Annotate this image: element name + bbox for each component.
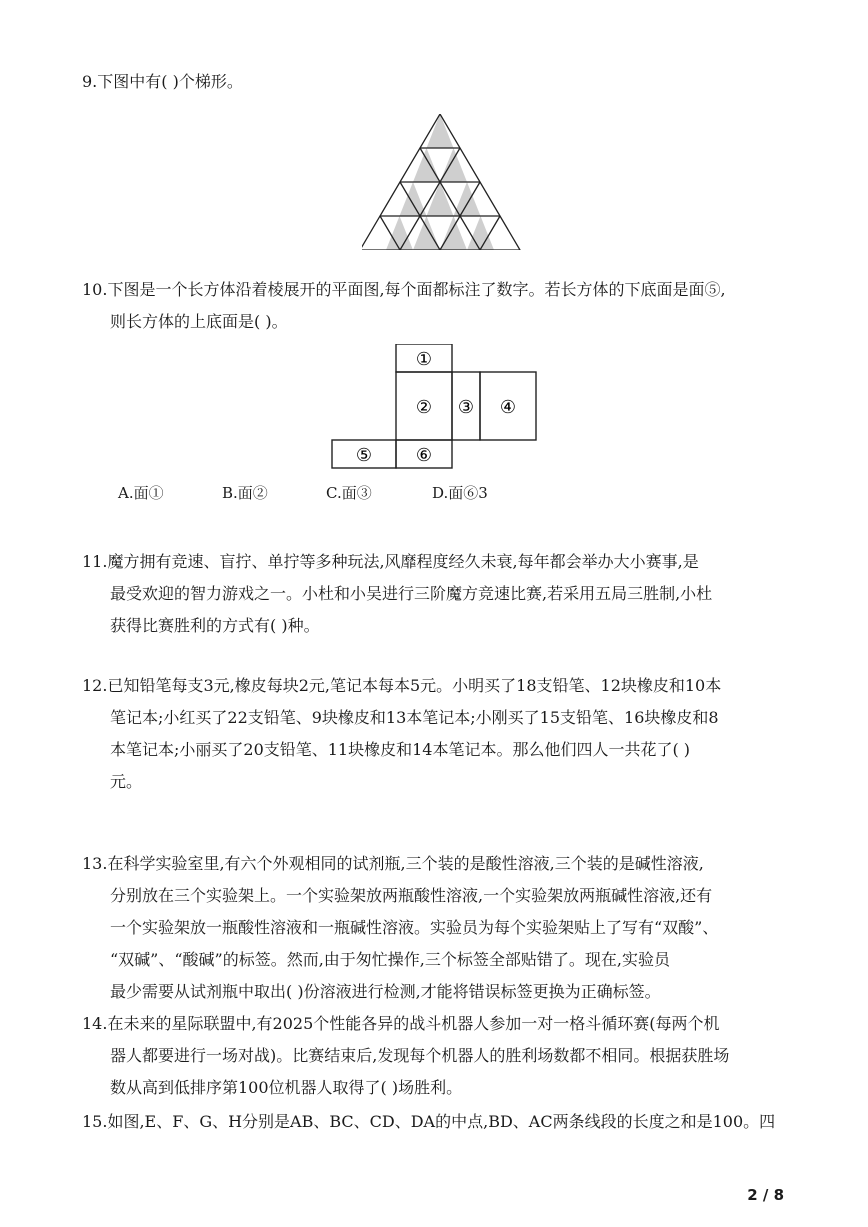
question-12-line-4: 元。 [110, 772, 143, 791]
question-13 [82, 848, 802, 1008]
question-9-text: 9.下图中有( )个梯形。 [82, 72, 243, 91]
page-number: 2 / 8 [747, 1186, 784, 1204]
question-12-line-1: 12.已知铅笔每支3元,橡皮每块2元,笔记本每本5元。小明买了18支铅笔、12块橡皮和10本 [82, 676, 722, 695]
question-10-line-1: 10.下图是一个长方体沿着棱展开的平面图,每个面都标注了数字。若长方体的下底面是面⑤, [82, 280, 726, 299]
question-14 [82, 1008, 802, 1104]
question-11-line-2: 最受欢迎的智力游戏之一。小杜和小吴进行三阶魔方竞速比赛,若采用五局三胜制,小杜 [110, 584, 713, 603]
question-12 [82, 670, 802, 798]
question-13-line-1: 13.在科学实验室里,有六个外观相同的试剂瓶,三个装的是酸性溶液,三个装的是碱性溶液, [82, 854, 704, 873]
question-14-line-2: 器人都要进行一场对战)。比赛结束后,发现每个机器人的胜利场数都不相同。根据获胜场 [110, 1046, 730, 1065]
face-3-label: ③ [457, 397, 475, 418]
triangle-grid-figure [362, 114, 522, 250]
question-13-line-3: 一个实验架放一瓶酸性溶液和一瓶碱性溶液。实验员为每个实验架贴上了写有“双酸”、 [110, 918, 719, 937]
question-13-line-5: 最少需要从试剂瓶中取出( )份溶液进行检测,才能将错误标签更换为正确标签。 [110, 982, 661, 1001]
question-12-line-3: 本笔记本;小丽买了20支铅笔、11块橡皮和14本笔记本。那么他们四人一共花了( ) [110, 740, 691, 759]
question-11 [82, 546, 802, 642]
question-14-line-3: 数从高到低排序第100位机器人取得了( )场胜利。 [110, 1078, 463, 1097]
option-b[interactable]: B.面② [222, 484, 268, 502]
question-11-line-3: 获得比赛胜利的方式有( )种。 [110, 616, 320, 635]
face-2-label: ② [415, 397, 433, 418]
option-a[interactable]: A.面① [118, 484, 164, 502]
question-14-line-1: 14.在未来的星际联盟中,有2025个性能各异的战斗机器人参加一对一格斗循环赛(每两个机 [82, 1014, 720, 1033]
option-c[interactable]: C.面③ [326, 484, 372, 502]
face-6-label: ⑥ [415, 445, 433, 466]
question-15 [82, 1106, 802, 1138]
question-13-line-4: “双碱”、“酸碱”的标签。然而,由于匆忙操作,三个标签全部贴错了。现在,实验员 [110, 950, 670, 969]
cuboid-net-figure [330, 344, 540, 472]
face-5-label: ⑤ [355, 445, 373, 466]
face-1-label: ① [415, 349, 433, 370]
question-10-line-2: 则长方体的上底面是( )。 [110, 312, 288, 331]
question-13-line-2: 分别放在三个实验架上。一个实验架放两瓶酸性溶液,一个实验架放两瓶碱性溶液,还有 [110, 886, 713, 905]
question-10 [82, 274, 802, 338]
question-12-line-2: 笔记本;小红买了22支铅笔、9块橡皮和13本笔记本;小刚买了15支铅笔、16块橡皮和8 [110, 708, 719, 727]
face-4-label: ④ [499, 397, 517, 418]
question-9 [82, 66, 802, 98]
question-11-line-1: 11.魔方拥有竞速、盲拧、单拧等多种玩法,风靡程度经久未衰,每年都会举办大小赛事,是 [82, 552, 699, 571]
question-15-line-1: 15.如图,E、F、G、H分别是AB、BC、CD、DA的中点,BD、AC两条线段的长度之和是100。四 [82, 1112, 776, 1131]
option-d[interactable]: D.面⑥3 [432, 484, 488, 502]
